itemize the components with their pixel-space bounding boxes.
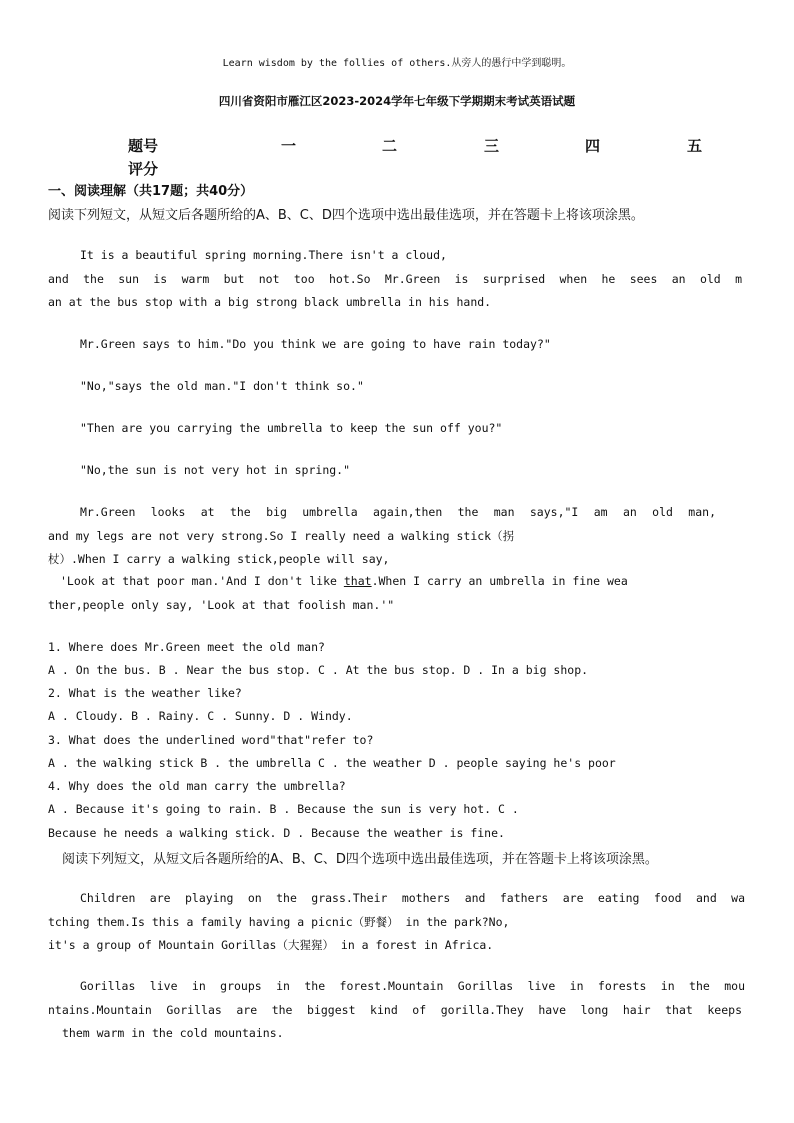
page-motto: Learn wisdom by the follies of others.从旁人的愚行中学到聪明。 [222,58,572,69]
passage1-text: .When I carry an umbrella in fine wea [371,574,628,588]
passage1-line: "No,"says the old man."I don't think so." [80,379,364,393]
passage2-line: Children are playing on the grass.Their mothers and fathers are eating food and wa [80,891,745,905]
question-options: A . Cloudy. B . Rainy. C . Sunny. D . Windy. [48,709,353,723]
score-row-label-number: 题号 [128,137,159,155]
question-options: Because he needs a walking stick. D . Because the weather is fine. [48,826,505,840]
score-row-label-score: 评分 [128,160,159,178]
question: 2. What is the weather like? [48,686,242,700]
passage1-line: "No,the sun is not very hot in spring." [80,463,351,477]
passage2-line: it's a group of Mountain Gorillas（大猩猩） in a forest in Africa. [48,938,494,952]
passage2-line: ntains.Mountain Gorillas are the biggest kind of gorilla.They have long hair that keeps [48,1003,742,1017]
passage1-line: "Then are you carrying the umbrella to keep the sun off you?" [80,421,503,435]
passage1-line: and the sun is warm but not too hot.So Mr.Green is surprised when he sees an old m [48,272,742,286]
passage1-line: It is a beautiful spring morning.There isn't a cloud, [80,248,447,262]
passage1-line: and my legs are not very strong.So I really need a walking stick（拐 [48,529,515,543]
passage2-line: Gorillas live in groups in the forest.Mountain Gorillas live in forests in the mou [80,979,745,993]
passage2-line: tching them.Is this a family having a picnic（野餐） in the park?No, [48,915,510,929]
passage1-text: 'Look at that poor man.'And I don't like [60,574,344,588]
question-options: A . the walking stick B . the umbrella C . the weather D . people saying he's poor [48,756,616,770]
passage2-instruction: 阅读下列短文，从短文后各题所给的A、B、C、D四个选项中选出最佳选项，并在答题卡上将该项涂黑。 [62,852,658,867]
score-col-4: 四 [585,137,601,155]
section-heading: 一、阅读理解（共17题；共40分） [48,184,254,199]
score-col-3: 三 [484,137,500,155]
question: 1. Where does Mr.Green meet the old man? [48,640,325,654]
passage1-line [60,574,628,588]
question-options: A . On the bus. B . Near the bus stop. C . At the bus stop. D . In a big shop. [48,663,589,677]
underlined-word: that [343,574,372,588]
passage2-line: them warm in the cold mountains. [62,1026,284,1040]
question: 3. What does the underlined word"that"refer to? [48,733,374,747]
passage1-line: ther,people only say, 'Look at that foolish man.'" [48,598,395,612]
question: 4. Why does the old man carry the umbrella? [48,779,346,793]
passage1-line: Mr.Green looks at the big umbrella again,then the man says,"I am an old man, [80,505,716,519]
passage1-line: 杖）.When I carry a walking stick,people will say, [48,552,390,566]
question-options: A . Because it's going to rain. B . Because the sun is very hot. C . [48,802,519,816]
passage1-line: Mr.Green says to him."Do you think we are going to have rain today?" [80,337,551,351]
score-col-2: 二 [382,137,398,155]
passage1-line: an at the bus stop with a big strong black umbrella in his hand. [48,295,492,309]
passage1-instruction: 阅读下列短文，从短文后各题所给的A、B、C、D四个选项中选出最佳选项，并在答题卡上将该项涂黑。 [48,208,644,223]
exam-title: 四川省资阳市雁江区2023-2024学年七年级下学期期末考试英语试题 [218,94,576,108]
score-col-5: 五 [687,137,703,155]
score-col-1: 一 [281,137,297,155]
